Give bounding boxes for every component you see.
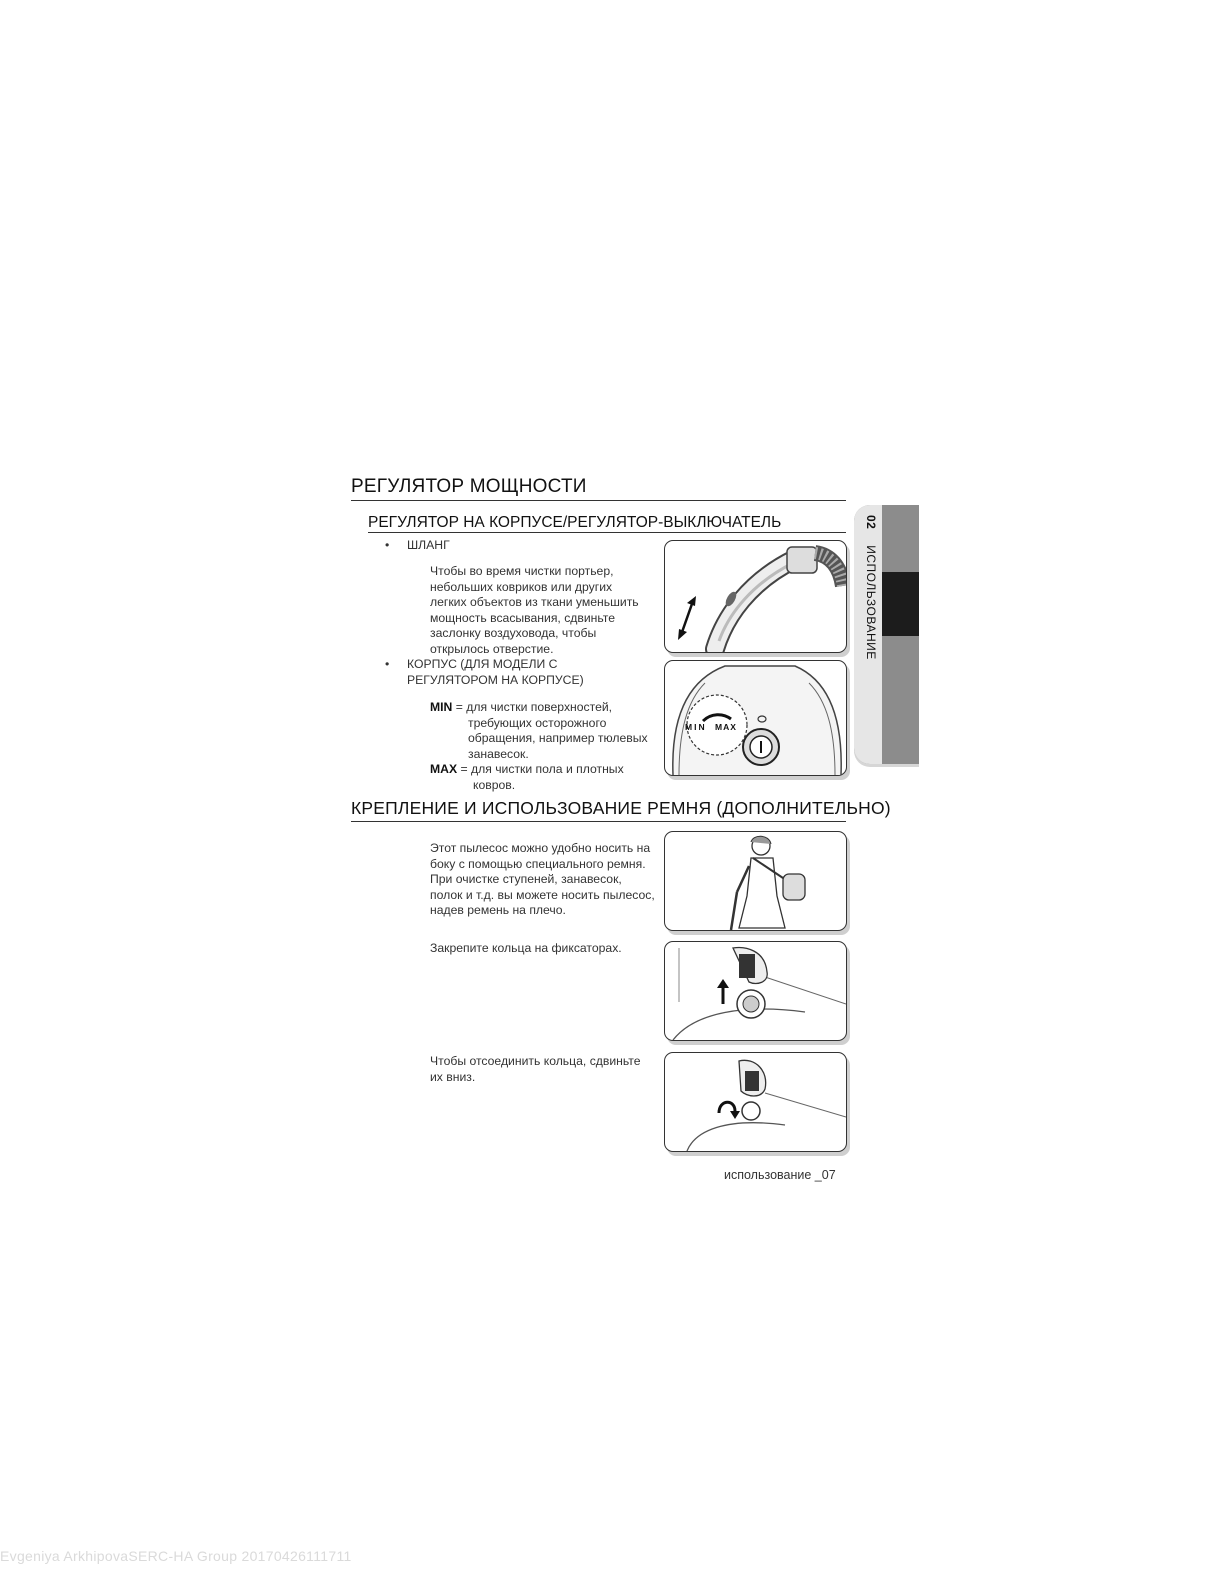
page-footer: использование _07: [724, 1168, 836, 1182]
chapter-tab-text: [860, 515, 878, 755]
section-title-power: РЕГУЛЯТОР МОЩНОСТИ: [351, 476, 587, 497]
body-regulator-drawing: [665, 661, 846, 775]
text-line: ковров.: [473, 777, 516, 792]
bullet-hose: [385, 538, 450, 554]
bullet-dot: •: [385, 657, 390, 671]
ring-fasten-drawing: [665, 942, 846, 1040]
text-line: РЕГУЛЯТОРОМ НА КОРПУСЕ): [407, 672, 584, 687]
body-regulator-illustration: [664, 660, 847, 776]
strap-step2-text: [430, 941, 666, 957]
hose-description: [430, 564, 665, 658]
section-title-strap: КРЕПЛЕНИЕ И ИСПОЛЬЗОВАНИЕ РЕМНЯ (ДОПОЛНИТЕЛЬНО): [351, 798, 891, 818]
max-label: MAX: [430, 762, 458, 776]
text-line: их вниз.: [430, 1069, 476, 1084]
text-line: Закрепите кольца на фиксаторах.: [430, 941, 622, 955]
text-line: Этот пылесос можно удобно носить на: [430, 841, 651, 855]
text-line: = для чистки поверхностей,: [455, 700, 613, 714]
chapter-label: ИСПОЛЬЗОВАНИЕ: [864, 545, 878, 660]
text-line: легких объектов из ткани уменьшить: [430, 595, 639, 610]
text-line: надев ремень на плечо.: [430, 903, 566, 918]
ring-detach-drawing: [665, 1053, 846, 1151]
text-line: Чтобы во время чистки портьер,: [430, 564, 614, 578]
dial-max-label: MAX: [715, 722, 737, 732]
text-line: заслонку воздуховода, чтобы: [430, 626, 597, 641]
chapter-tab-marker: [882, 572, 919, 636]
min-label: MIN: [430, 700, 453, 714]
section-title-rule: [351, 500, 846, 501]
text-line: КОРПУС (ДЛЯ МОДЕЛИ С: [407, 657, 558, 671]
min-description: [430, 700, 665, 762]
text-line: открылось отверстие.: [430, 641, 554, 656]
ring-fasten-illustration: [664, 941, 847, 1041]
chapter-number: 02: [864, 515, 878, 530]
watermark-text: Evgeniya ArkhipovaSERC-HA Group 20170426111711: [0, 1548, 352, 1564]
strap-step3-text: [430, 1054, 666, 1085]
bullet-body: [385, 657, 584, 688]
text-line: боку с помощью специального ремня.: [430, 856, 646, 871]
text-line: = для чистки пола и плотных: [460, 762, 624, 776]
dial-min-label: MIN: [685, 722, 707, 732]
subsection-title-regulator: РЕГУЛЯТОР НА КОРПУСЕ/РЕГУЛЯТОР-ВЫКЛЮЧАТЕЛЬ: [368, 514, 782, 531]
text-line: обращения, например тюлевых: [468, 731, 648, 746]
text-line: занавесок.: [468, 746, 529, 761]
text-line: При очистке ступеней, занавесок,: [430, 872, 622, 887]
ring-detach-illustration: [664, 1052, 847, 1152]
hose-illustration: [664, 540, 847, 653]
bullet-dot: •: [385, 538, 390, 552]
bullet-hose-label: ШЛАНГ: [407, 538, 450, 552]
max-description: [430, 762, 665, 793]
section-title-rule: [351, 821, 846, 822]
strap-carry-drawing: [665, 832, 846, 930]
subsection-title-rule: [368, 532, 846, 533]
text-line: полок и т.д. вы можете носить пылесос,: [430, 887, 655, 902]
text-line: Чтобы отсоединить кольца, сдвиньте: [430, 1054, 641, 1068]
text-line: требующих осторожного: [468, 715, 607, 730]
hose-drawing: [665, 541, 846, 652]
text-line: мощность всасывания, сдвиньте: [430, 610, 616, 625]
text-line: небольших ковриков или других: [430, 579, 613, 594]
strap-step1-text: [430, 841, 666, 919]
strap-carry-illustration: [664, 831, 847, 931]
